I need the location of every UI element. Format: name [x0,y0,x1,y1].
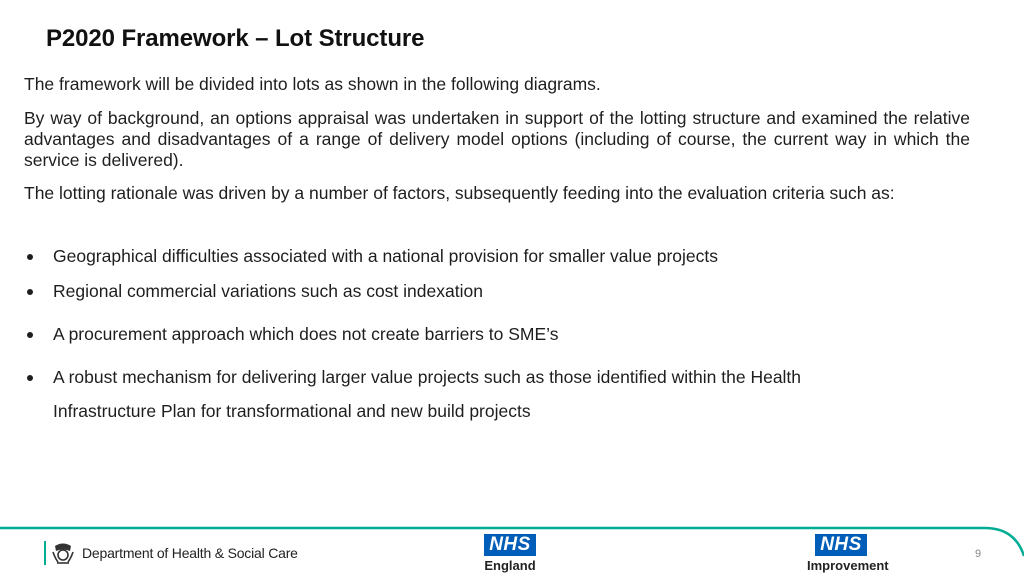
bullet-text: A robust mechanism for delivering larger value projects such as those identified within the Health [53,367,802,387]
nhs-improvement-label: Improvement [807,558,889,573]
bullet-text: Geographical difficulties associated with a national provision for smaller value projects [53,246,719,266]
intro-paragraph: The framework will be divided into lots as shown in the following diagrams. [24,74,601,94]
page-number: 9 [975,548,982,560]
dhsc-divider [44,541,46,565]
nhs-england-label: England [484,558,536,573]
bullet-text: Regional commercial variations such as cost indexation [53,281,483,301]
dhsc-name: Department of Health & Social Care [82,545,298,561]
nhs-england-logo [483,534,537,573]
bullet-dot-icon [27,254,33,260]
background-paragraph: By way of background, an options appraisal was undertaken in support of the lotting structure and examined the relative advantages and disadvantages of a range of delivery model options (including of course, the current way in which the service is delivered). [24,108,970,170]
bullet-dot-icon [27,375,33,381]
rationale-paragraph: The lotting rationale was driven by a number of factors, subsequently feeding into the evaluation criteria such as: [24,183,895,203]
nhs-badge: NHS [484,534,536,556]
bullet-dot-icon [27,289,33,295]
nhs-improvement-logo [807,534,911,573]
bullet-text: A procurement approach which does not create barriers to SME’s [53,324,559,344]
bullet-text-continued: Infrastructure Plan for transformational and new build projects [53,401,531,421]
royal-crest-icon [51,542,75,564]
nhs-badge: NHS [815,534,867,556]
slide-title: P2020 Framework – Lot Structure [46,25,425,52]
bullet-dot-icon [27,332,33,338]
